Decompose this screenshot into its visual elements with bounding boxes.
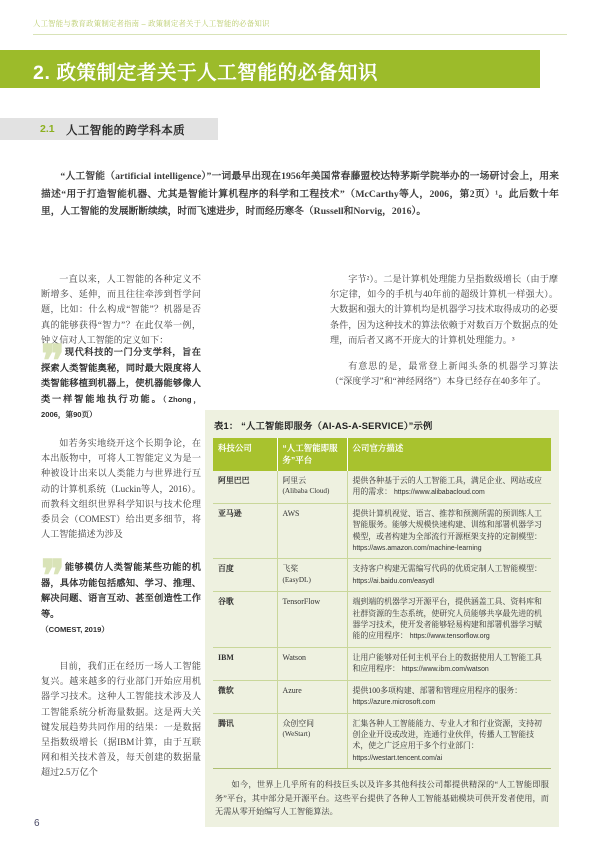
platform-english-name: (Alibaba Cloud) xyxy=(282,487,330,496)
platform-english-name: (EasyDL) xyxy=(282,575,311,584)
paragraph-text: 目前，我们正在经历一场人工智能复兴。越来越多的行业部门开始应用机器学习技术。这种人工智能技术涉及人工智能系统分析海量数据。这是两大关键发展趋势共同作用的结果：一是数据呈指数级增长（据IBM计算，由于互联网和相关技术普及，每天创建的数据量超过2.5万亿个 xyxy=(41,661,201,778)
chapter-title: 2. 政策制定者关于人工智能的必备知识 xyxy=(33,62,379,84)
ai-as-a-service-table xyxy=(213,438,551,769)
platform-english-name: (WeStart) xyxy=(282,729,311,738)
cell-description: 汇集各种人工智能能力、专业人才和行业资源，支持初创企业开设或改进，连通行业伙伴，传播人工智能技术，使之广泛应用于多个行业部门： https://westart.tencent.com/ai xyxy=(347,713,551,769)
left-column-paragraph-3 xyxy=(41,659,201,781)
pull-quote-1 xyxy=(41,337,201,423)
platform-url[interactable]: https://ai.baidu.com/easydl xyxy=(352,577,435,585)
quote-mark-icon: ❞ xyxy=(41,552,63,601)
cell-description: 让用户能够对任何主机平台上的数据使用人工智能工具和应用程序： https://www.ibm.com/watson xyxy=(347,647,551,680)
cell-platform: Azure xyxy=(277,680,347,713)
column-header-platform: “人工智能即服务”平台 xyxy=(277,438,347,471)
cell-company: 腾讯 xyxy=(213,713,277,769)
table-head xyxy=(213,438,551,471)
cell-company: 阿里巴巴 xyxy=(213,471,277,503)
ai-as-a-service-table-container xyxy=(205,410,559,827)
cell-platform: AWS xyxy=(277,503,347,559)
table-body xyxy=(213,471,551,769)
quote-body: 能够模仿人类智能某些功能的机器，具体功能包括感知、学习、推理、解决问题、语言互动、甚至创造性工作等。 xyxy=(41,562,201,619)
cell-company: 亚马逊 xyxy=(213,503,277,559)
table-row xyxy=(213,592,551,648)
table-header-row xyxy=(213,438,551,471)
column-header-company: 科技公司 xyxy=(213,438,277,471)
cell-company: 微软 xyxy=(213,680,277,713)
table-footnote: 如今，世界上几乎所有的科技巨头以及许多其他科技公司都提供精深的“人工智能即服务”平台，其中部分是开源平台。这些平台提供了各种人工智能基础模块可供开发者使用，而无需从零开始编写人工智能算法。 xyxy=(215,780,549,817)
table-row xyxy=(213,559,551,592)
pull-quote-text xyxy=(41,552,201,638)
pull-quote-text xyxy=(41,337,201,423)
cell-platform: 飞桨 (EasyDL) xyxy=(277,559,347,592)
left-column-paragraph-2 xyxy=(41,436,201,542)
cell-description: 支持客户构建无需编写代码的优质定制人工智能模型： https://ai.baidu.com/easydl xyxy=(347,559,551,592)
lead-paragraph: “人工智能（artificial intelligence）”一词最早出现在1956年美国常春藤盟校达特茅斯学院举办的一场研讨会上，用来描述“用于打造智能机器、尤其是智能计算机程序的科学和工程技术”（McCarthy等人，2006，第2页）¹。此后数十年里，人工智能的发展断断续续，时而飞速进步，时而经历寒冬（Russell和Norvig，2016）。 xyxy=(41,171,559,218)
cell-platform: Watson xyxy=(277,647,347,680)
running-header: 人工智能与教育政策制定者指南 – 政策制定者关于人工智能的必备知识 xyxy=(33,19,270,28)
table-row xyxy=(213,503,551,559)
platform-url[interactable]: https://www.tensorflow.org xyxy=(409,633,490,641)
page-number: 6 xyxy=(34,818,40,829)
cell-description: 端到端的机器学习开源平台，提供涵盖工具、资料库和社群资源的生态系统，使研究人员能够共享最先进的机器学习技术，使开发者能够轻易构建和部署机器学习赋能的应用程序： https://www.tensorflow.org xyxy=(347,592,551,648)
platform-url[interactable]: https://westart.tencent.com/ai xyxy=(352,754,443,762)
quote-source: （Zhong，2006，第90页） xyxy=(41,394,201,420)
section-number: 2.1 xyxy=(40,123,55,135)
section-title: 人工智能的跨学科本质 xyxy=(66,125,185,137)
cell-company: 谷歌 xyxy=(213,592,277,648)
cell-platform: 阿里云 (Alibaba Cloud) xyxy=(277,471,347,503)
table-row xyxy=(213,647,551,680)
table-row xyxy=(213,471,551,503)
cell-description: 提供100多项构建、部署和管理应用程序的服务： https://azure.microsoft.com xyxy=(347,680,551,713)
paragraph-text: 有意思的是，最常登上新闻头条的机器学习算法（“深度学习”和“神经网络”）本身已经存在40多年了。 xyxy=(330,361,558,387)
platform-url[interactable]: https://www.alibabacloud.com xyxy=(393,489,485,497)
platform-url[interactable]: https://azure.microsoft.com xyxy=(352,699,436,707)
quote-body: 现代科技的一门分支学科，旨在探索人类智能奥秘，同时最大限度将人类智能移植到机器上，使机器能够像人类一样智能地执行功能。 xyxy=(41,347,201,404)
cell-description: 提供计算机视觉、语言、推荐和预测所需的预训练人工智能服务。能够大规模快速构建、训练和部署机器学习模型，或者构建为全部流行开源框架支持的定制模型： https://aws.amazon.com/machine-learning xyxy=(347,503,551,559)
left-column-paragraph-1 xyxy=(41,272,201,348)
header-divider xyxy=(33,34,567,35)
quote-source: （COMEST, 2019） xyxy=(41,625,109,635)
right-column-paragraph-1 xyxy=(330,272,558,389)
paragraph-text: 一直以来，人工智能的各种定义不断增多、延伸，而且往往牵涉到哲学问题，比如：什么构成“智能”？机器是否真的能够获得“智力”？在此仅举一例，钟义信对人工智能的定义如下： xyxy=(41,274,201,345)
pull-quote-2 xyxy=(41,552,201,638)
cell-company: 百度 xyxy=(213,559,277,592)
table-caption: 表1： “人工智能即服务（AI-AS-A-SERVICE）”示例 xyxy=(214,421,433,431)
platform-url[interactable]: https://aws.amazon.com/machine-learning xyxy=(352,545,482,553)
table-row xyxy=(213,713,551,769)
cell-company: IBM xyxy=(213,647,277,680)
cell-platform: TensorFlow xyxy=(277,592,347,648)
cell-platform: 众创空间 (WeStart) xyxy=(277,713,347,769)
paragraph-text: 如若务实地绕开这个长期争论，在本出版物中，可将人工智能定义为是一种被设计出来以人类能力与世界进行互动的计算机系统（Luckin等人，2016）。而教科文组织世界科学知识与技术伦理委员会（COMEST）给出更多细节，将人工智能描述为涉及 xyxy=(41,438,201,540)
quote-mark-icon: ❞ xyxy=(41,337,63,386)
table-row xyxy=(213,680,551,713)
paragraph-text: 字节²）。二是计算机处理能力呈指数级增长（由于摩尔定律，如今的手机与40年前的超级计算机一样强大）。大数据和强大的计算机均是机器学习技术取得成功的必要条件，因为这种技术的算法依赖于对数百万个数据点的处理，而后者又离不开庞大的计算机处理能力。³ xyxy=(330,274,558,345)
cell-description: 提供各种基于云的人工智能工具，满足企业、网站或应用的需求： https://www.alibabacloud.com xyxy=(347,471,551,503)
platform-url[interactable]: https://www.ibm.com/watson xyxy=(401,666,489,674)
column-header-description: 公司官方描述 xyxy=(347,438,551,471)
